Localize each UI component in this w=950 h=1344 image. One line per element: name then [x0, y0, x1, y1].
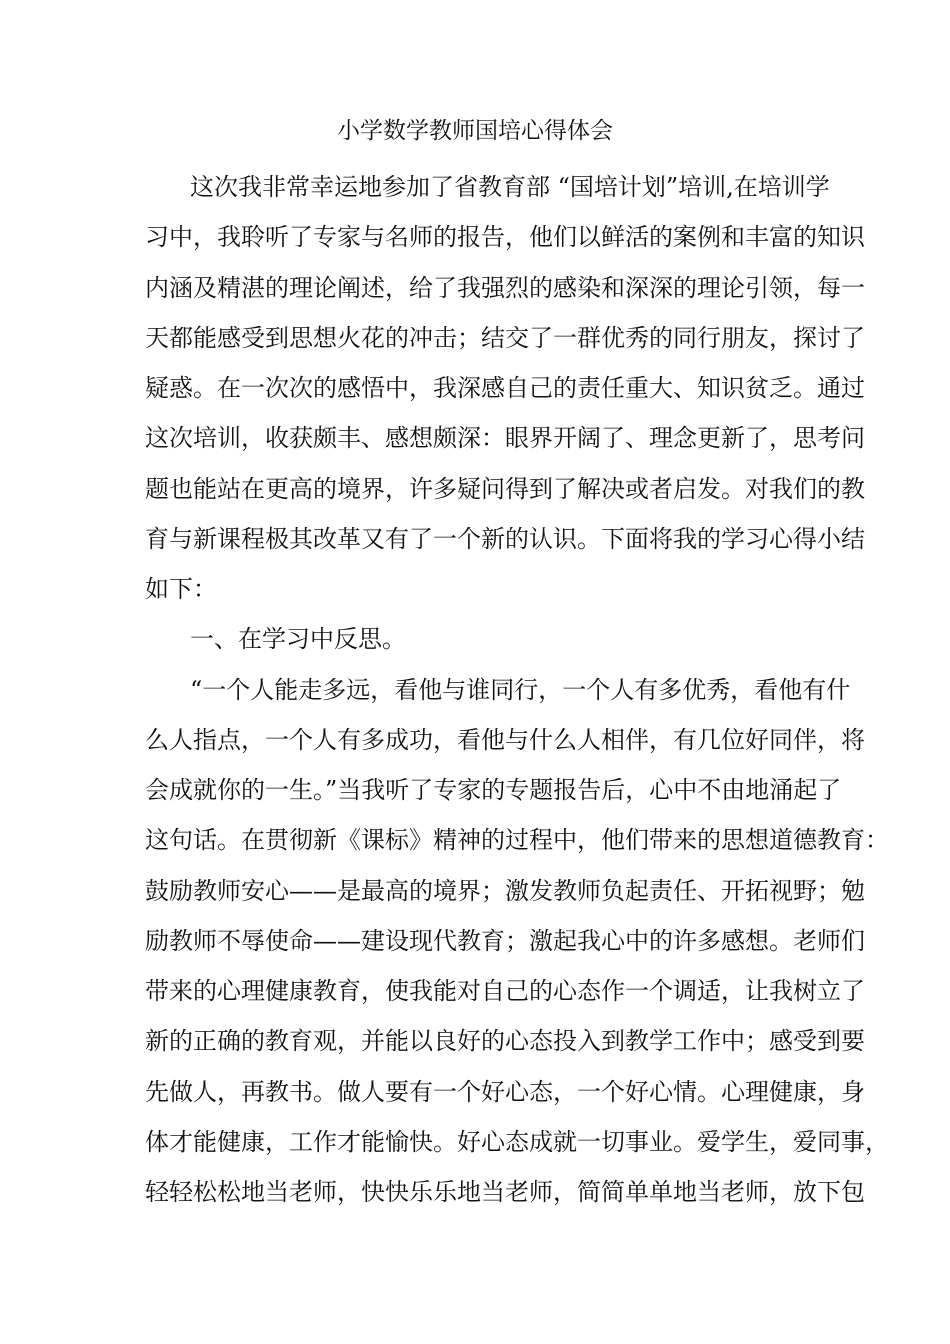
- text-line: 这次我非常幸运地参加了省教育部 “国培计划”培训,在培训学: [190, 173, 830, 201]
- text-line: 题也能站在更高的境界，许多疑问得到了解决或者启发。对我们的教: [145, 474, 865, 503]
- text-line: 励教师不辱使命——建设现代教育；激起我心中的许多感想。老师们: [145, 926, 865, 955]
- text-line: 体才能健康，工作才能愉快。好心态成就一切事业。爱学生，爱同事，: [145, 1127, 889, 1156]
- text-line: 么人指点，一个人有多成功，看他与什么人相伴，有几位好同伴，将: [145, 725, 865, 754]
- document-title: 小学数学教师国培心得体会: [337, 118, 613, 144]
- section-heading: 一、在学习中反思。: [190, 625, 406, 654]
- text-line: 习中，我聆听了专家与名师的报告，他们以鲜活的案例和丰富的知识: [145, 223, 865, 252]
- text-line: 先做人，再教书。做人要有一个好心态，一个好心情。心理健康，身: [145, 1077, 865, 1106]
- text-line: 育与新课程极其改革又有了一个新的认识。下面将我的学习心得小结: [145, 524, 865, 553]
- text-line: 会成就你的一生。”当我听了专家的专题报告后，心中不由地涌起了: [145, 776, 842, 804]
- text-line: 天都能感受到思想火花的冲击；结交了一群优秀的同行朋友，探讨了: [145, 323, 865, 352]
- text-line: 轻轻松松地当老师，快快乐乐地当老师，简简单单地当老师，放下包: [145, 1178, 865, 1206]
- text-line: 内涵及精湛的理论阐述，给了我强烈的感染和深深的理论引领，每一: [145, 273, 865, 302]
- text-line: 这句话。在贯彻新《课标》精神的过程中，他们带来的思想道德教育：: [145, 826, 889, 855]
- text-line: 鼓励教师安心——是最高的境界；激发教师负起责任、开拓视野；勉: [145, 876, 865, 905]
- document-body: [145, 162, 889, 1217]
- text-line: 带来的心理健康教育，使我能对自己的心态作一个调适，让我树立了: [145, 977, 865, 1005]
- text-line: 如下：: [145, 575, 217, 603]
- text-line: 疑惑。在一次次的感悟中，我深感自己的责任重大、知识贫乏。通过: [145, 374, 865, 402]
- text-line: 新的正确的教育观，并能以良好的心态投入到教学工作中；感受到要: [145, 1027, 865, 1056]
- text-line: 这次培训，收获颇丰、感想颇深：眼界开阔了、理念更新了，思考问: [145, 424, 865, 453]
- text-line: “一个人能走多远，看他与谁同行，一个人有多优秀，看他有什: [190, 675, 851, 704]
